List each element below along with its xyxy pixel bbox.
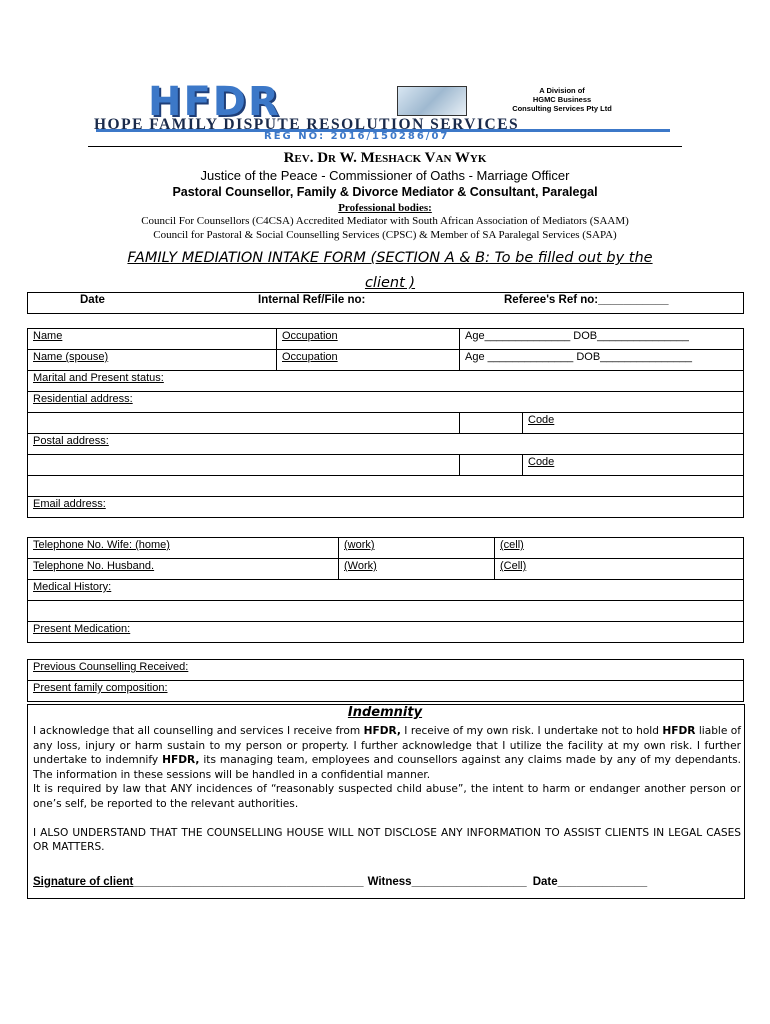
husband-cell-label: (Cell)	[500, 560, 527, 572]
medical-history-label: Medical History:	[33, 581, 112, 593]
husband-work-field[interactable]	[339, 559, 495, 580]
email-label: Email address:	[33, 498, 106, 510]
history-table	[27, 659, 744, 702]
form-title-line-1: FAMILY MEDIATION INTAKE FORM (SECTION A & B: To be filled out by the	[127, 250, 653, 266]
name-field[interactable]	[28, 329, 277, 350]
council-line-2: Council for Pastoral & Social Counselling Services (CPSC) & Member of SA Paralegal Services (SAPA)	[153, 229, 617, 241]
residential-address-line[interactable]	[28, 413, 460, 434]
husband-cell-field[interactable]	[495, 559, 744, 580]
family-composition-field[interactable]	[28, 681, 744, 702]
wife-cell-label: (cell)	[500, 539, 524, 551]
postal-address-extra-line[interactable]	[28, 476, 744, 497]
postal-code-label: Code	[522, 455, 554, 475]
referee-ref-label[interactable]: Referee's Ref no:___________	[504, 294, 669, 306]
marital-status-field[interactable]	[28, 371, 744, 392]
form-title	[60, 246, 720, 296]
witness-label: Witness	[367, 876, 412, 888]
practitioner-name: Rev. Dr W. Meshack Van Wyk	[283, 150, 487, 166]
residential-code-label: Code	[522, 413, 554, 433]
wife-work-label: (work)	[344, 539, 375, 551]
reference-table	[27, 292, 744, 314]
medical-history-field[interactable]	[28, 580, 744, 601]
age-dob-label: Age______________ DOB_______________	[465, 330, 689, 342]
postal-address-label: Postal address:	[33, 435, 109, 447]
residential-address-field[interactable]	[28, 392, 744, 413]
header-rule	[88, 146, 682, 147]
council-line-1: Council For Counsellors (C4CSA) Accredited Mediator with South African Association of Mediators (SAAM)	[141, 215, 629, 227]
present-medication-label: Present Medication:	[33, 623, 131, 635]
spouse-name-label: Name (spouse)	[33, 351, 109, 363]
indemnity-text	[33, 724, 741, 855]
marital-status-label: Marital and Present status:	[33, 372, 164, 384]
signature-client-label: Signature of client	[33, 876, 134, 888]
family-composition-label: Present family composition:	[33, 682, 168, 694]
division-line: A Division of	[539, 86, 585, 95]
professional-bodies-heading: Professional bodies:	[338, 202, 432, 214]
signature-row	[33, 876, 733, 888]
logo-subtitle: HOPE FAMILY DISPUTE RESOLUTION SERVICES	[94, 116, 520, 133]
internal-ref-label[interactable]: Internal Ref/File no:	[258, 294, 366, 306]
present-medication-field[interactable]	[28, 622, 744, 643]
tel-husband-label: Telephone No. Husband.	[33, 560, 155, 572]
previous-counselling-field[interactable]	[28, 660, 744, 681]
signature-client-line[interactable]: ____________________________________	[133, 876, 364, 888]
tel-wife-label: Telephone No. Wife: (home)	[33, 539, 170, 551]
indemnity-paragraph-3: I ALSO UNDERSTAND THAT THE COUNSELLING HOUSE WILL NOT DISCLOSE ANY INFORMATION TO ASSIST CLIENTS IN LEGAL CASES OR MATTERS.	[33, 826, 741, 854]
tel-husband-field[interactable]	[28, 559, 339, 580]
date-label[interactable]: Date	[80, 294, 105, 306]
age-dob-field[interactable]	[460, 329, 744, 350]
pastoral-line: Pastoral Counsellor, Family & Divorce Mediator & Consultant, Paralegal	[172, 185, 598, 199]
indemnity-paragraph-2: It is required by law that ANY incidences of “reasonably suspected child abuse”, the intent to harm or endanger another person or one’s self, be reported to the relevant authorities.	[33, 783, 741, 810]
previous-counselling-label: Previous Counselling Received:	[33, 661, 189, 673]
wife-work-field[interactable]	[339, 538, 495, 559]
form-title-line-2: client )	[364, 275, 416, 291]
medical-history-line[interactable]	[28, 601, 744, 622]
occupation-label: Occupation	[282, 330, 338, 342]
contact-table	[27, 537, 744, 643]
handshake-logo-icon	[397, 86, 467, 116]
husband-work-label: (Work)	[344, 560, 377, 572]
witness-line[interactable]: __________________	[411, 876, 527, 888]
logo-wordmark: HFDR	[148, 79, 281, 125]
personal-details-table	[27, 328, 744, 518]
wife-cell-field[interactable]	[495, 538, 744, 559]
signature-date-line[interactable]: ______________	[557, 876, 648, 888]
tel-wife-field[interactable]	[28, 538, 339, 559]
indemnity-title: Indemnity	[347, 705, 423, 720]
spouse-occupation-field[interactable]	[277, 350, 460, 371]
reference-row	[28, 293, 744, 314]
email-field[interactable]	[28, 497, 744, 518]
division-line: HGMC Business	[532, 95, 592, 104]
residential-code-field[interactable]	[460, 413, 744, 434]
postal-code-field[interactable]	[460, 455, 744, 476]
indemnity-paragraph-1: I acknowledge that all counselling and services I receive from HFDR, I receive of my own risk. I undertake not to hold HFDR liable of any loss, injury or harm sustain to my person or property. I further acknowledge that I utilize the facility at my own risk. I further undertake to indemnify HFDR, its managing team, employees and counsellors against any claims made by any of my dependants. The information in these sessions will be handled in a confidential manner.	[33, 725, 742, 781]
logo-registration: REG NO: 2016/150286/07	[264, 131, 450, 142]
postal-address-line[interactable]	[28, 455, 460, 476]
residential-address-label: Residential address:	[33, 393, 133, 405]
spouse-age-dob-field[interactable]	[460, 350, 744, 371]
postal-address-field[interactable]	[28, 434, 744, 455]
jp-line: Justice of the Peace - Commissioner of Oaths - Marriage Officer	[200, 168, 570, 183]
signature-date-label: Date	[532, 876, 558, 888]
division-line: Consulting Services Pty Ltd	[512, 104, 612, 113]
name-label: Name	[33, 330, 63, 342]
spouse-age-dob-label: Age ______________ DOB_______________	[465, 351, 692, 363]
spouse-occupation-label: Occupation	[282, 351, 338, 363]
division-note	[492, 86, 632, 113]
spouse-name-field[interactable]	[28, 350, 277, 371]
occupation-field[interactable]	[277, 329, 460, 350]
